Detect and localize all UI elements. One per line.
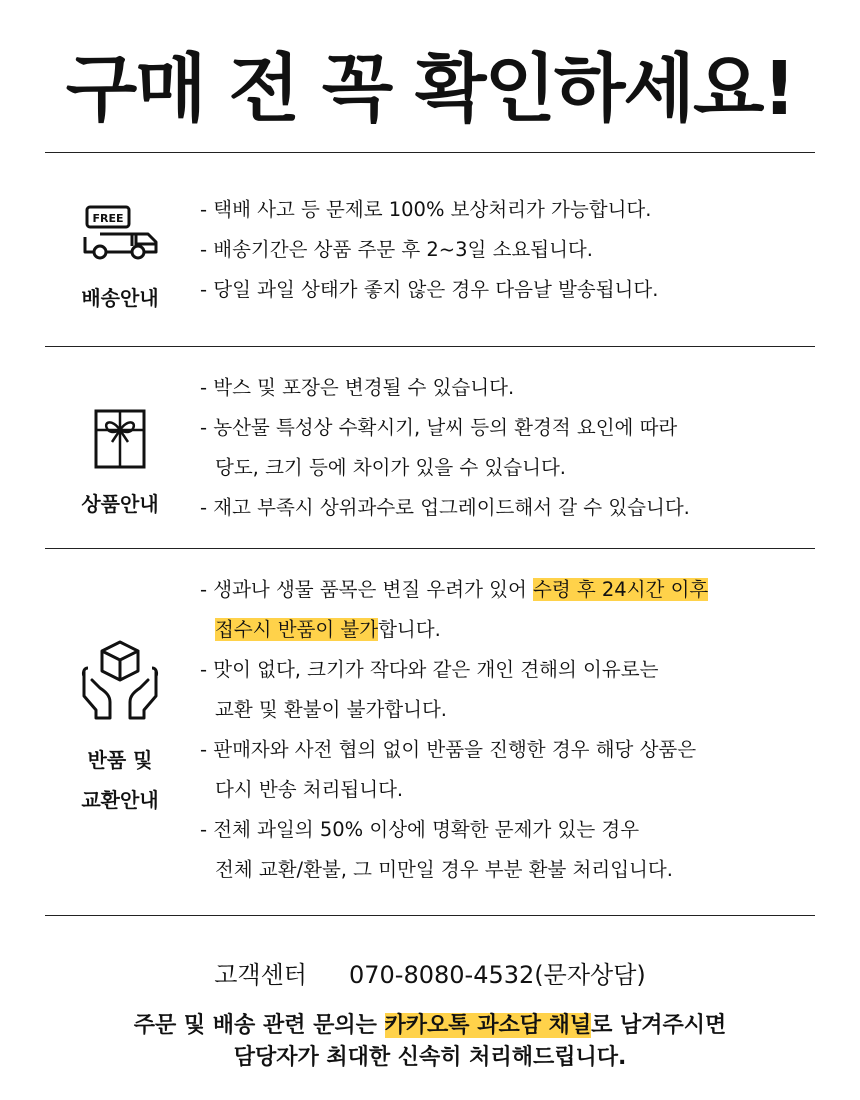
list-item: 당도, 크기 등에 차이가 있을 수 있습니다. — [215, 456, 566, 479]
svg-text:FREE: FREE — [92, 212, 124, 225]
list-item — [200, 570, 810, 610]
list-item: 다시 반송 처리됩니다. — [215, 778, 404, 801]
returns-section — [45, 570, 815, 900]
shipping-lines — [200, 190, 810, 310]
list-item: - 당일 과일 상태가 좋지 않은 경우 다음날 발송됩니다. — [200, 278, 659, 301]
list-item: - 전체 과일의 50% 이상에 명확한 문제가 있는 경우 — [200, 818, 640, 841]
customer-center — [0, 950, 860, 1000]
divider — [45, 152, 815, 153]
page-title: 구매 전 꼭 확인하세요! — [65, 46, 795, 132]
notice-line1 — [0, 1010, 860, 1042]
divider — [45, 548, 815, 549]
list-item: - 택배 사고 등 문제로 100% 보상처리가 가능합니다. — [200, 198, 652, 221]
list-item: - 박스 및 포장은 변경될 수 있습니다. — [200, 376, 515, 399]
phone-number: 070-8080-4532(문자상담) — [349, 961, 646, 989]
notice-text: 주문 및 배송 관련 문의는 — [133, 1013, 385, 1038]
returns-label-line1: 반품 및 — [87, 748, 153, 772]
returns-lines — [200, 570, 810, 890]
list-item: - 배송기간은 상품 주문 후 2~3일 소요됩니다. — [200, 238, 593, 261]
product-side — [45, 408, 195, 524]
shipping-label: 배송안내 — [81, 286, 159, 310]
list-item — [200, 610, 810, 650]
hands-box-icon — [80, 638, 160, 722]
gift-box-icon — [92, 408, 148, 470]
returns-label — [45, 740, 195, 820]
list-item: - 판매자와 사전 협의 없이 반품을 진행한 경우 해당 상품은 — [200, 738, 697, 761]
contact-notice — [0, 1010, 860, 1074]
shipping-side — [45, 202, 195, 318]
divider — [45, 346, 815, 347]
product-label: 상품안내 — [81, 492, 159, 516]
delivery-truck-icon — [80, 202, 160, 264]
list-item: 교환 및 환불이 불가합니다. — [215, 698, 448, 721]
list-item: - 재고 부족시 상위과수로 업그레이드해서 갈 수 있습니다. — [200, 496, 690, 519]
list-item: - 맛이 없다, 크기가 작다와 같은 개인 견해의 이유로는 — [200, 658, 659, 681]
notice-line2: 담당자가 최대한 신속히 처리해드립니다. — [233, 1045, 627, 1070]
highlight-text: 카카오톡 과소담 채널 — [384, 1013, 592, 1038]
highlight-text: 접수시 반품이 불가 — [215, 618, 379, 641]
highlight-text: 수령 후 24시간 이후 — [532, 578, 709, 601]
customer-center-label: 고객센터 — [214, 961, 307, 989]
returns-line2-text: 합니다. — [378, 618, 441, 641]
list-item: - 농산물 특성상 수확시기, 날씨 등의 환경적 요인에 따라 — [200, 416, 678, 439]
returns-side — [45, 638, 195, 820]
product-lines — [200, 368, 810, 528]
notice-text: 로 남겨주시면 — [591, 1013, 727, 1038]
product-section — [45, 368, 815, 533]
shipping-section — [45, 190, 815, 330]
divider — [45, 915, 815, 916]
list-item: 전체 교환/환불, 그 미만일 경우 부분 환불 처리입니다. — [215, 858, 673, 881]
returns-label-line2: 교환안내 — [81, 788, 159, 812]
returns-line1-text: - 생과나 생물 품목은 변질 우려가 있어 — [200, 578, 533, 601]
